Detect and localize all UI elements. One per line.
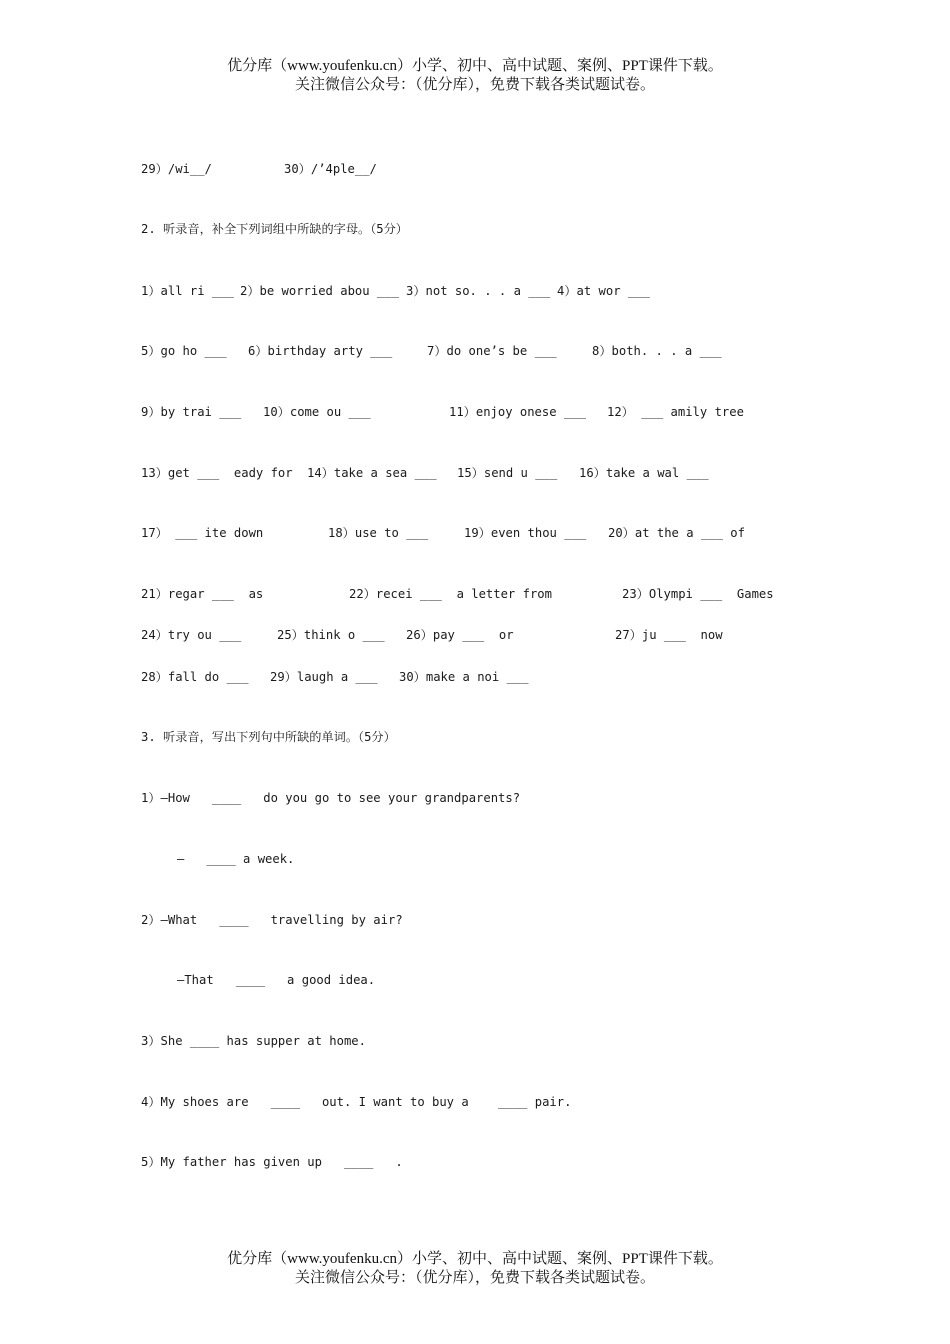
footer-line-2: 关注微信公众号：（优分库），免费下载各类试题试卷。 [294,1270,655,1286]
list-item: 21）regar ___ as [141,587,264,601]
list-item: 20）at the a ___ of [608,526,745,540]
footer-line-1: 优分库（www.youfenku.cn）小学、初中、高中试题、案例、PPT课件下载。 [227,1251,723,1267]
page-footer [0,1250,950,1288]
list-item: 13）get ___ eady for [141,466,293,480]
list-item: 10）come ou ___ [263,405,371,419]
list-item: 6）birthday arty ___ [248,344,393,358]
list-item: 5）go ho ___ [141,344,227,358]
list-item: 24）try ou ___ [141,628,242,642]
question-2-line-1: 2）—What ____ travelling by air? [141,913,403,927]
list-item: 18）use to ___ [328,526,429,540]
page-header [0,57,950,95]
list-item: 3）not so. . . a ___ [406,284,551,298]
list-item: 14）take a sea ___ [307,466,437,480]
question-5: 5）My father has given up ____ . [141,1155,403,1169]
list-item: 4）at wor ___ [557,284,650,298]
question-3: 3）She ____ has supper at home. [141,1034,366,1048]
phonetic-item-30: 30）/’4ple__/ [284,162,377,176]
section-2-row [141,669,529,733]
list-item: 2）be worried abou ___ [240,284,399,298]
list-item: 25）think o ___ [277,628,385,642]
question-4: 4）My shoes are ____ out. I want to buy a ____ pair. [141,1095,572,1109]
list-item: 11）enjoy onese ___ [449,405,586,419]
list-item: 15）send u ___ [457,466,558,480]
question-1-line-1: 1）—How ____ do you go to see your grandparents? [141,791,521,805]
list-item: 27）ju ___ now [615,628,723,642]
header-line-2: 关注微信公众号：（优分库），免费下载各类试题试卷。 [294,77,655,93]
list-item: 12） ___ amily tree [607,405,744,419]
list-item: 1）all ri ___ [141,284,234,298]
list-item: 8）both. . . a ___ [592,344,722,358]
question-2-line-2: —That ____ a good idea. [177,973,376,987]
list-item: 22）recei ___ a letter from [349,587,552,601]
question-1-line-2: — ____ a week. [177,852,295,866]
list-item: 29）laugh a ___ [270,670,378,684]
list-item: 28）fall do ___ [141,670,249,684]
list-item: 23）Olympi ___ Games [622,587,774,601]
list-item: 30）make a noi ___ [399,670,529,684]
phonetics-row [141,161,377,209]
section-3-heading: 3. 听录音，写出下列句中所缺的单词。（5分） [141,730,396,744]
list-item: 7）do one’s be ___ [427,344,557,358]
list-item: 26）pay ___ or [406,628,514,642]
list-item: 19）even thou ___ [464,526,587,540]
list-item: 16）take a wal ___ [579,466,709,480]
phonetic-item-29: 29）/wi__/ [141,162,212,176]
list-item: 17） ___ ite down [141,526,264,540]
header-line-1: 优分库（www.youfenku.cn）小学、初中、高中试题、案例、PPT课件下载。 [227,58,723,74]
list-item: 9）by trai ___ [141,405,242,419]
section-2-heading: 2. 听录音，补全下列词组中所缺的字母。（5分） [141,222,408,236]
